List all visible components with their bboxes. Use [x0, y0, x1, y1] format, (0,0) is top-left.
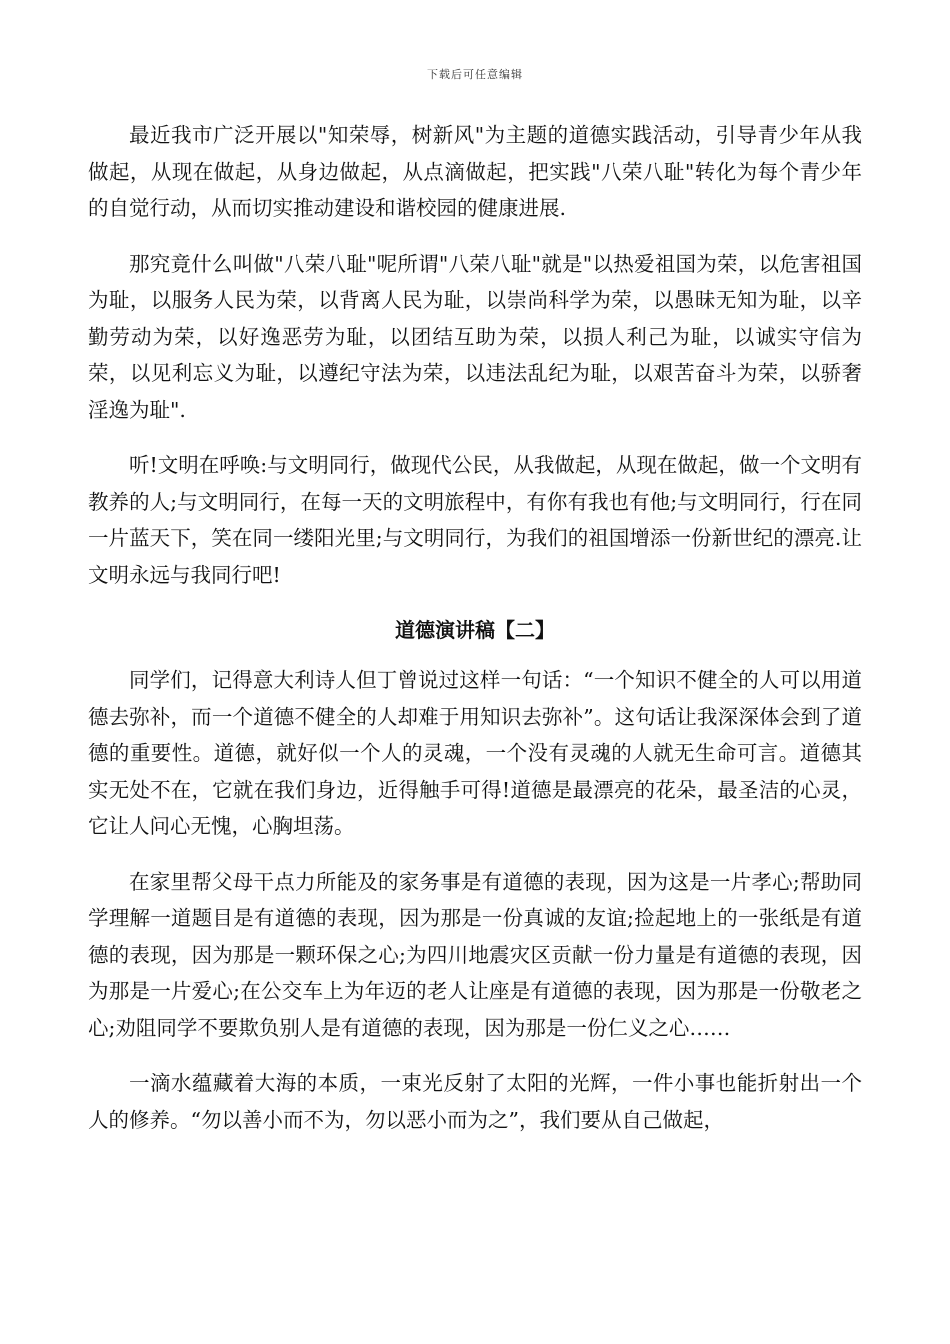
paragraph-6: 一滴水蕴藏着大海的本质，一束光反射了太阳的光辉，一件小事也能折射出一个人的修养。“勿以善小而不为，勿以恶小而为之”，我们要从自己做起， [88, 1071, 862, 1132]
paragraph-4: 同学们，记得意大利诗人但丁曾说过这样一句话：“一个知识不健全的人可以用道德去弥补，而一个道德不健全的人却难于用知识去弥补”。这句话让我深深体会到了道德的重要性。道德，就好似一个人的灵魂，一个没有灵魂的人就无生命可言。道德其实无处不在，它就在我们身边，近得触手可得!道德是最漂亮的花朵，最圣洁的心灵，它让人问心无愧，心胸坦荡。 [88, 668, 862, 838]
paragraph-3: 听!文明在呼唤:与文明同行，做现代公民，从我做起，从现在做起，做一个文明有教养的人;与文明同行，在每一天的文明旅程中，有你有我也有他;与文明同行，行在同一片蓝天下，笑在同一缕阳光里;与文明同行，为我们的祖国增添一份新世纪的漂亮.让文明永远与我同行吧! [88, 453, 862, 587]
section-heading: 道德演讲稿【二】 [395, 618, 555, 642]
paragraph-2: 那究竟什么叫做"八荣八耻"呢所谓"八荣八耻"就是"以热爱祖国为荣，以危害祖国为耻，以服务人民为荣，以背离人民为耻，以崇尚科学为荣，以愚昧无知为耻，以辛勤劳动为荣，以好逸恶劳为耻，以团结互助为荣，以损人利己为耻，以诚实守信为荣，以见利忘义为耻，以遵纪守法为荣，以违法乱纪为耻，以艰苦奋斗为荣，以骄奢淫逸为耻". [88, 251, 862, 422]
page-header: 下载后可任意编辑 [427, 68, 523, 81]
paragraph-5: 在家里帮父母干点力所能及的家务事是有道德的表现，因为这是一片孝心;帮助同学理解一道题目是有道德的表现，因为那是一份真诚的友谊;捡起地上的一张纸是有道德的表现，因为那是一颗环保之心;为四川地震灾区贡献一份力量是有道德的表现，因为那是一片爱心;在公交车上为年迈的老人让座是有道德的表现，因为那是一份敬老之心;劝阻同学不要欺负别人是有道德的表现，因为那是一份仁义之心…… [88, 869, 862, 1040]
paragraph-1: 最近我市广泛开展以"知荣辱，树新风"为主题的道德实践活动，引导青少年从我做起，从现在做起，从身边做起，从点滴做起，把实践"八荣八耻"转化为每个青少年的自觉行动，从而切实推动建设和谐校园的健康进展. [88, 123, 862, 220]
document-body [88, 117, 862, 1157]
